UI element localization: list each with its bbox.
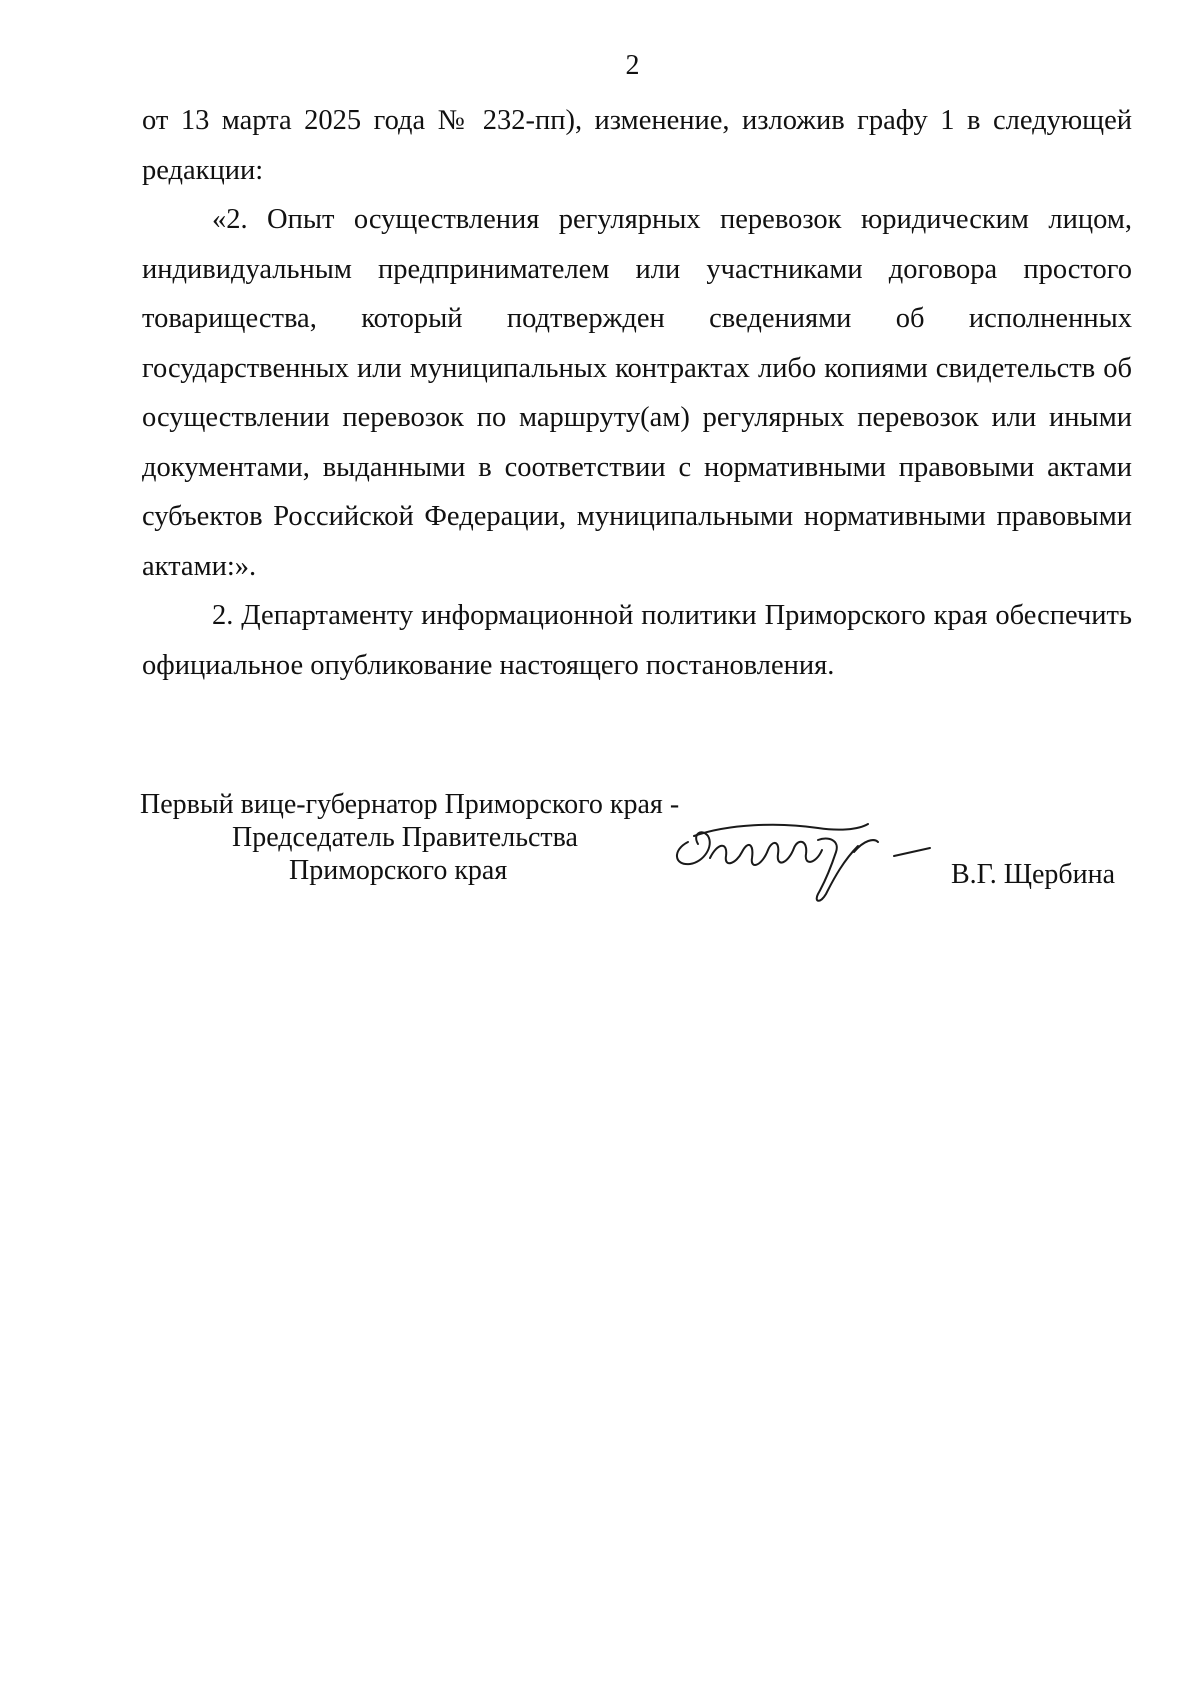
paragraph-continuation: от 13 марта 2025 года № 232-пп), изменение, изложив графу 1 в следующей редакции: bbox=[142, 105, 1132, 186]
signatory-title bbox=[140, 788, 700, 887]
signatory-title-line-1: Первый вице-губернатор Приморского края - bbox=[140, 789, 680, 820]
paragraph-quoted-item: «2. Опыт осуществления регулярных перевозок юридическим лицом, индивидуальным предпринимателем или участниками договора простого товарищества, который подтвержден сведениями об исполненных государственных или муниципальных контрактах либо копиями свидетельств об осуществлении перевозок по маршруту(ам) регулярных перевозок или иными документами, выданными в соответствии с нормативными правовыми актами субъектов Российской Федерации, муниципальными нормативными правовыми актами:». bbox=[142, 204, 1132, 582]
signatory-title-line-2: Председатель Правительства bbox=[232, 822, 578, 853]
signer-name: В.Г. Щербина bbox=[951, 859, 1116, 890]
signatory-title-line-3: Приморского края bbox=[289, 855, 508, 886]
paragraph-item-2: 2. Департаменту информационной политики Приморского края обеспечить официальное опубликование настоящего постановления. bbox=[142, 600, 1132, 681]
document-body bbox=[142, 96, 1132, 690]
handwritten-signature bbox=[668, 780, 948, 910]
page-number: 2 bbox=[625, 50, 640, 81]
